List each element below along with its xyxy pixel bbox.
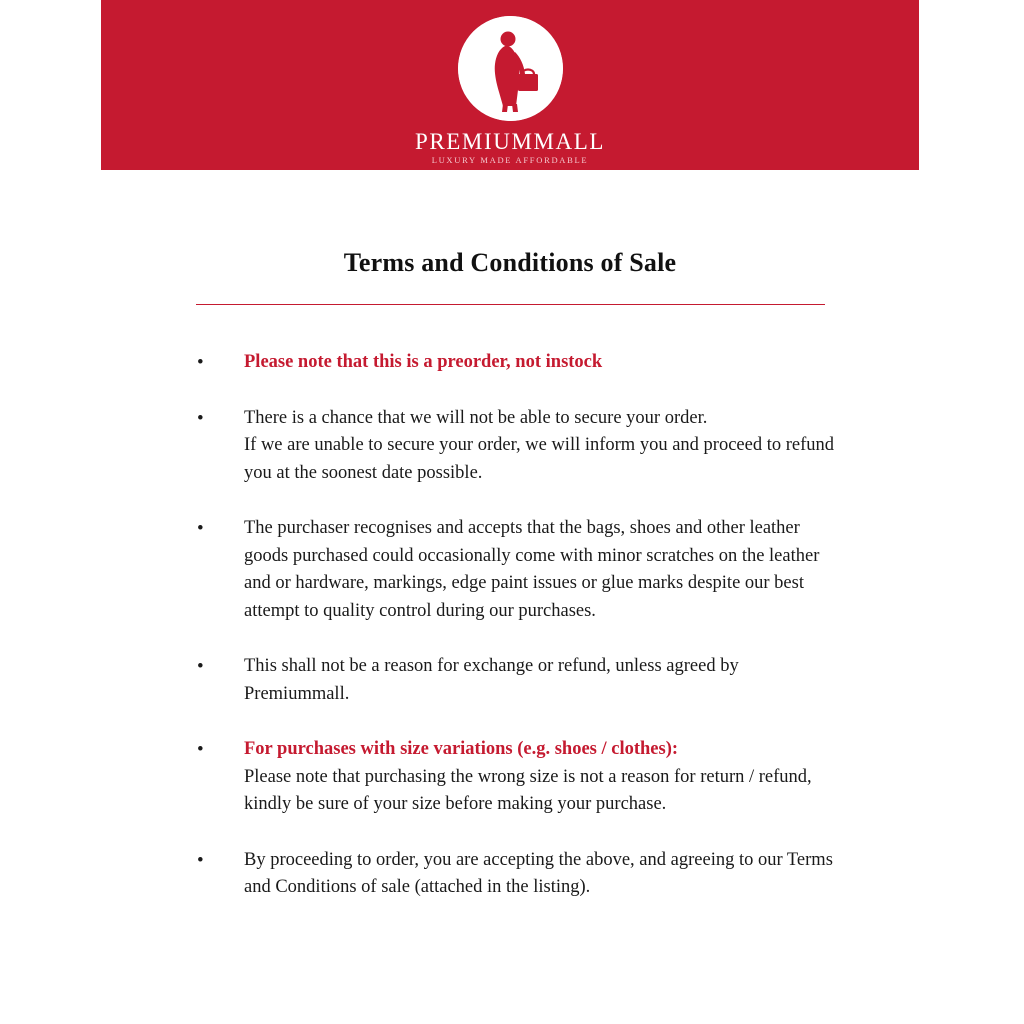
list-item <box>101 349 919 377</box>
brand-logo <box>101 16 919 165</box>
list-item <box>101 736 919 819</box>
title-divider <box>196 304 825 305</box>
bullet-icon: • <box>197 849 204 871</box>
page-title: Terms and Conditions of Sale <box>343 248 677 277</box>
list-item <box>101 847 919 902</box>
bullet-icon: • <box>197 739 204 760</box>
list-item <box>101 405 919 488</box>
bullet-icon: • <box>197 407 204 429</box>
list-item <box>101 515 919 625</box>
bullet-icon: • <box>197 656 204 677</box>
term-text: There is a chance that we will not be able to secure your order. <box>244 407 708 428</box>
term-text: Please note that this is a preorder, not instock <box>244 352 603 372</box>
terms-document <box>101 170 919 930</box>
brand-name: PREMIUMMALL <box>414 129 606 154</box>
term-text: If we are unable to secure your order, we will inform you and proceed to refund you at the soonest date possible. <box>244 435 835 483</box>
list-item <box>101 653 919 708</box>
bullet-icon: • <box>197 352 204 373</box>
term-heading: For purchases with size variations (e.g. shoes / clothes): <box>244 739 679 759</box>
term-text: By proceeding to order, you are accepting the above, and agreeing to our Terms and Conditions of sale (attached in the listing). <box>244 849 833 897</box>
terms-list <box>101 349 919 902</box>
brand-tagline: LUXURY MADE AFFORDABLE <box>431 155 589 165</box>
bullet-icon: • <box>197 518 204 539</box>
term-text: Please note that purchasing the wrong size is not a reason for return / refund, kindly be sure of your size before making your purchase. <box>244 766 812 814</box>
brand-header-banner <box>101 0 919 170</box>
term-text: The purchaser recognises and accepts that the bags, shoes and other leather goods purchased could occasionally come with minor scratches on the leather and or hardware, markings, edge paint issues or glue marks despite our best attempt to quality control during our purchases. <box>244 518 820 621</box>
woman-with-handbag-icon <box>458 16 563 121</box>
term-text: This shall not be a reason for exchange or refund, unless agreed by Premiummall. <box>244 656 739 704</box>
